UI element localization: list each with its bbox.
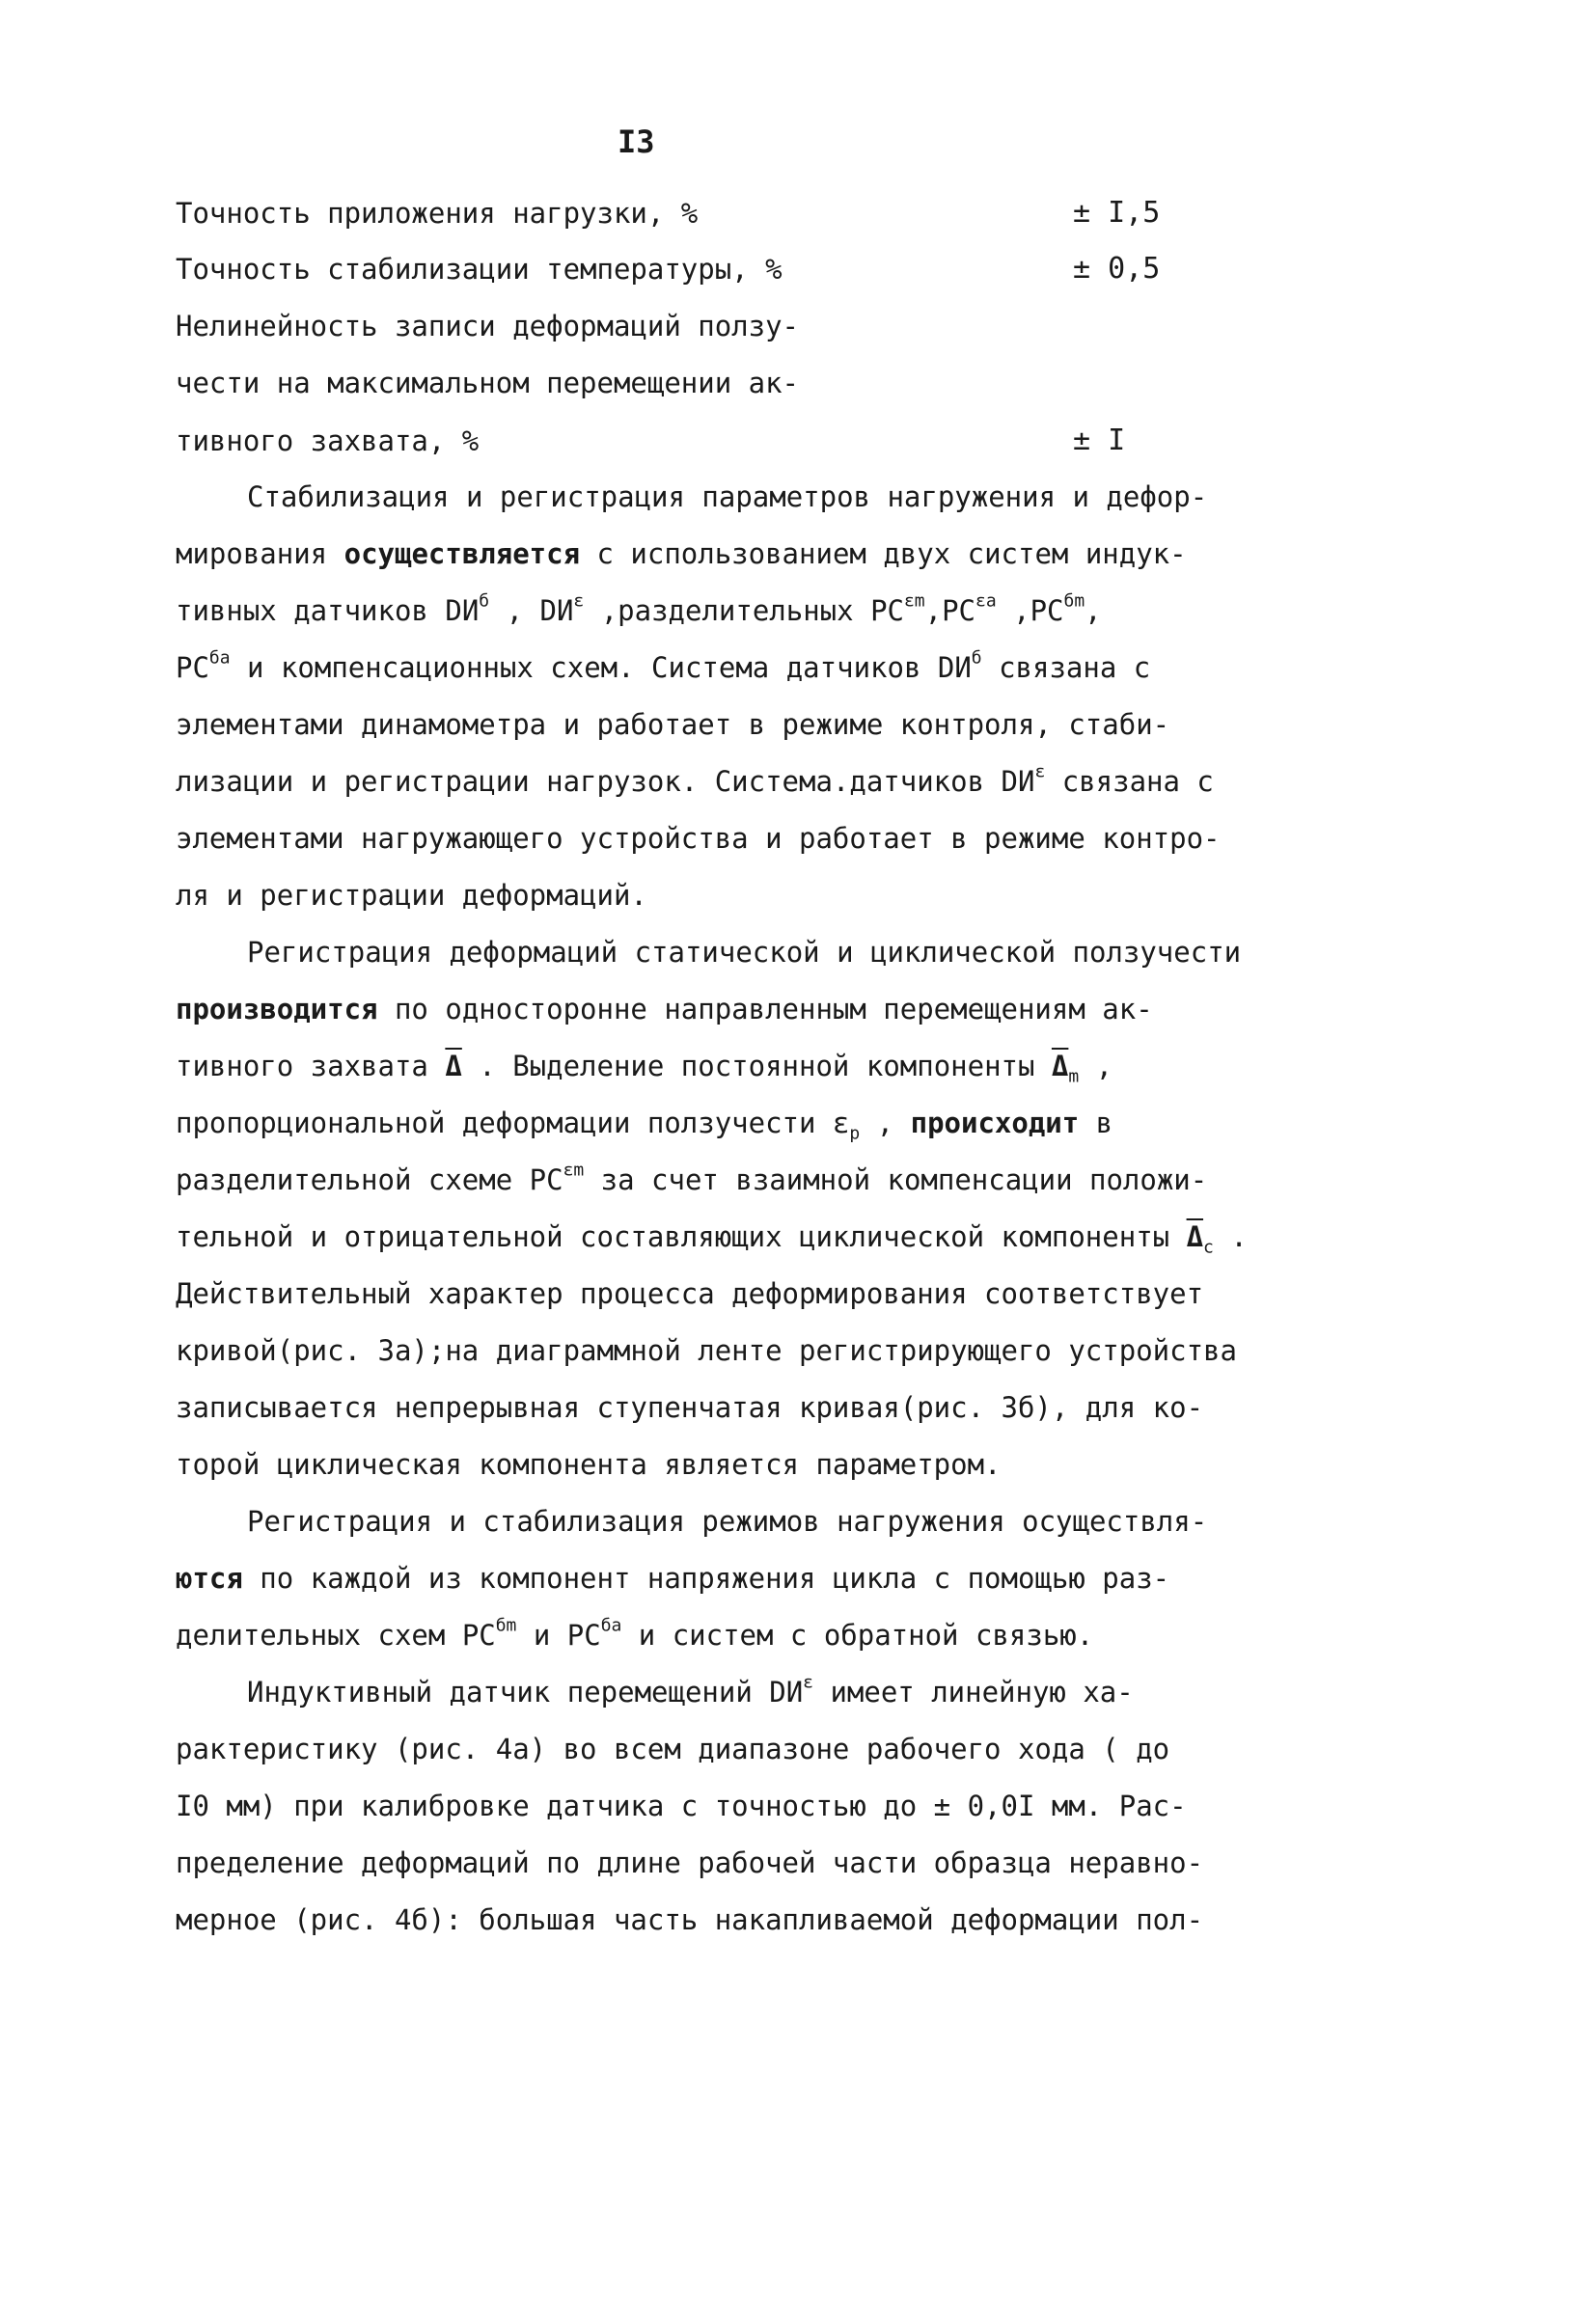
text: I0 мм) при калибровке датчика с точностью до ± 0,0I мм. Рас-	[176, 1790, 1187, 1822]
text: связана с	[1045, 765, 1214, 798]
paragraph-2-line-1	[247, 924, 1241, 980]
paragraph-1-line-7	[176, 810, 1221, 866]
text: пропорциональной деформации ползучести	[176, 1107, 833, 1139]
text: мерное (рис. 4б): большая часть накапливаемой деформации пол-	[176, 1903, 1204, 1936]
spec-row-temperature-accuracy	[176, 241, 1161, 297]
paragraph-4-line-2	[176, 1721, 1169, 1777]
paragraph-2-line-10	[176, 1436, 1002, 1492]
symbol-superscript: б	[971, 647, 982, 669]
text: тивного захвата	[176, 1050, 446, 1082]
text: пределение деформаций по длине рабочей части образца неравно-	[176, 1846, 1204, 1879]
paragraph-1-line-5	[176, 697, 1169, 752]
paragraph-4-line-3	[176, 1778, 1187, 1834]
text: тивных датчиков	[176, 594, 446, 627]
text: связана с	[981, 651, 1151, 684]
paragraph-2-line-3	[176, 1038, 1112, 1094]
symbol: $\overline{\Delta}$	[445, 1050, 462, 1082]
symbol-subscript: p	[849, 1123, 861, 1144]
paragraph-3-line-1	[247, 1493, 1207, 1549]
paragraph-4-line-1	[247, 1664, 1134, 1720]
text: рактеристику (рис. 4а) во всем диапазоне рабочего хода ( до	[176, 1733, 1170, 1765]
symbol-superscript: ε	[1034, 761, 1046, 782]
symbol: $\overline{\Delta}$	[1186, 1220, 1204, 1253]
symbol: PC	[870, 594, 904, 627]
paragraph-3-line-3	[176, 1607, 1093, 1663]
paragraph-2-line-2	[176, 981, 1153, 1037]
text: элементами динамометра и работает в режиме контроля, стаби-	[176, 708, 1170, 741]
symbol-superscript: бm	[1063, 590, 1085, 612]
paragraph-2-line-9	[176, 1380, 1203, 1435]
text: в	[1079, 1107, 1113, 1139]
symbol-superscript: ε	[573, 590, 585, 612]
spec-row-nonlinearity-2	[176, 355, 799, 411]
paragraph-1-line-8	[176, 867, 647, 923]
paragraph-4-line-5	[176, 1892, 1203, 1948]
symbol-superscript: ε	[803, 1672, 813, 1693]
symbol: PC	[566, 1619, 601, 1652]
text: лизации и регистрации нагрузок. Система.датчиков	[176, 765, 1002, 798]
symbol-superscript: б	[479, 590, 490, 612]
text: .	[1213, 1220, 1248, 1253]
spec-label: Нелинейность записи деформаций ползу-	[176, 310, 800, 342]
spec-value: ± I,5	[1073, 196, 1161, 230]
paragraph-2-line-8	[176, 1323, 1237, 1379]
symbol-superscript: бa	[208, 647, 231, 669]
symbol: DИ	[937, 651, 972, 684]
text: Стабилизация и регистрация параметров нагружения и дефор-	[247, 480, 1208, 513]
text: по каждой из компонент напряжения цикла с помощью раз-	[242, 1562, 1170, 1595]
text: записывается непрерывная ступенчатая кривая(рис. 3б), для ко-	[176, 1391, 1204, 1424]
spec-label: Точность стабилизации температуры, %	[176, 253, 783, 286]
text: и	[516, 1619, 567, 1652]
symbol: DИ	[1001, 765, 1035, 798]
text: Действительный характер процесса деформирования соответствует	[176, 1277, 1204, 1310]
symbol-superscript: εa	[975, 590, 997, 612]
paragraph-4-line-4	[176, 1835, 1203, 1891]
symbol: ,PC	[924, 594, 976, 627]
text: по односторонне направленным перемещениям ак-	[377, 993, 1153, 1025]
paragraph-2-line-4	[176, 1095, 1112, 1151]
text: ,	[1079, 1050, 1113, 1082]
paragraph-1-line-3	[176, 583, 1102, 639]
spec-label: тивного захвата, %	[176, 424, 480, 457]
text: делительных схем	[176, 1619, 462, 1652]
text: Регистрация и стабилизация режимов нагружения осуществля-	[247, 1505, 1208, 1538]
paragraph-1-line-4	[176, 640, 1150, 696]
symbol-superscript: бa	[600, 1615, 622, 1636]
text: тельной и отрицательной составляющих циклической компоненты	[176, 1220, 1187, 1253]
paragraph-1-line-1	[247, 469, 1207, 525]
text: ,разделительных	[584, 594, 871, 627]
text-bold: осуществляется	[343, 537, 581, 570]
text-bold: ются	[176, 1562, 243, 1595]
paragraph-2-line-7	[176, 1266, 1203, 1322]
text: элементами нагружающего устройства и работает в режиме контро-	[176, 822, 1221, 855]
symbol: ε	[832, 1107, 850, 1139]
symbol: PC	[461, 1619, 496, 1652]
page-number: I3	[618, 123, 655, 160]
text: Регистрация деформаций статической и циклической ползучести	[247, 936, 1242, 969]
text: Индуктивный датчик перемещений	[247, 1676, 770, 1709]
text: мирования	[176, 537, 344, 570]
paragraph-1-line-6	[176, 753, 1214, 809]
text-bold: происходит	[910, 1107, 1080, 1139]
spec-row-nonlinearity-3	[176, 413, 1126, 469]
symbol: DИ	[445, 594, 480, 627]
text: и систем с обратной связью.	[621, 1619, 1094, 1652]
text: ,	[860, 1107, 911, 1139]
symbol-superscript: εm	[563, 1160, 585, 1181]
text: торой циклическая компонента является параметром.	[176, 1448, 1002, 1481]
text: имеет линейную ха-	[813, 1676, 1134, 1709]
text-bold: производится	[176, 993, 378, 1025]
paragraph-2-line-5	[176, 1152, 1207, 1208]
symbol: PC	[176, 651, 209, 684]
text: и компенсационных схем. Система датчиков	[230, 651, 938, 684]
symbol: , DИ	[489, 594, 574, 627]
text: ,	[1085, 594, 1102, 627]
paragraph-1-line-2	[176, 526, 1187, 582]
symbol-subscript: m	[1068, 1066, 1080, 1087]
text: разделительной схеме	[176, 1163, 530, 1196]
spec-label: Точность приложения нагрузки, %	[176, 197, 699, 230]
spec-value: ± I	[1073, 424, 1126, 457]
text: . Выделение постоянной компоненты	[461, 1050, 1052, 1082]
symbol: $\overline{\Delta}$	[1051, 1050, 1069, 1082]
paragraph-3-line-2	[176, 1550, 1169, 1606]
symbol-superscript: εm	[903, 590, 925, 612]
symbol-superscript: бm	[495, 1615, 517, 1636]
spec-row-load-accuracy	[176, 185, 1161, 241]
text: с использованием двух систем индук-	[580, 537, 1187, 570]
symbol-subscript: c	[1203, 1237, 1214, 1258]
text: кривой(рис. 3а);на диаграммной ленте регистрирующего устройства	[176, 1334, 1237, 1367]
paragraph-2-line-6	[176, 1209, 1248, 1265]
spec-value: ± 0,5	[1073, 252, 1161, 286]
spec-label: чести на максимальном перемещении ак-	[176, 367, 800, 399]
spec-row-nonlinearity-1	[176, 298, 799, 354]
text: ля и регистрации деформаций.	[176, 879, 647, 912]
symbol: ,PC	[996, 594, 1064, 627]
symbol: PC	[529, 1163, 563, 1196]
symbol: DИ	[769, 1676, 804, 1709]
text: за счет взаимной компенсации положи-	[584, 1163, 1208, 1196]
